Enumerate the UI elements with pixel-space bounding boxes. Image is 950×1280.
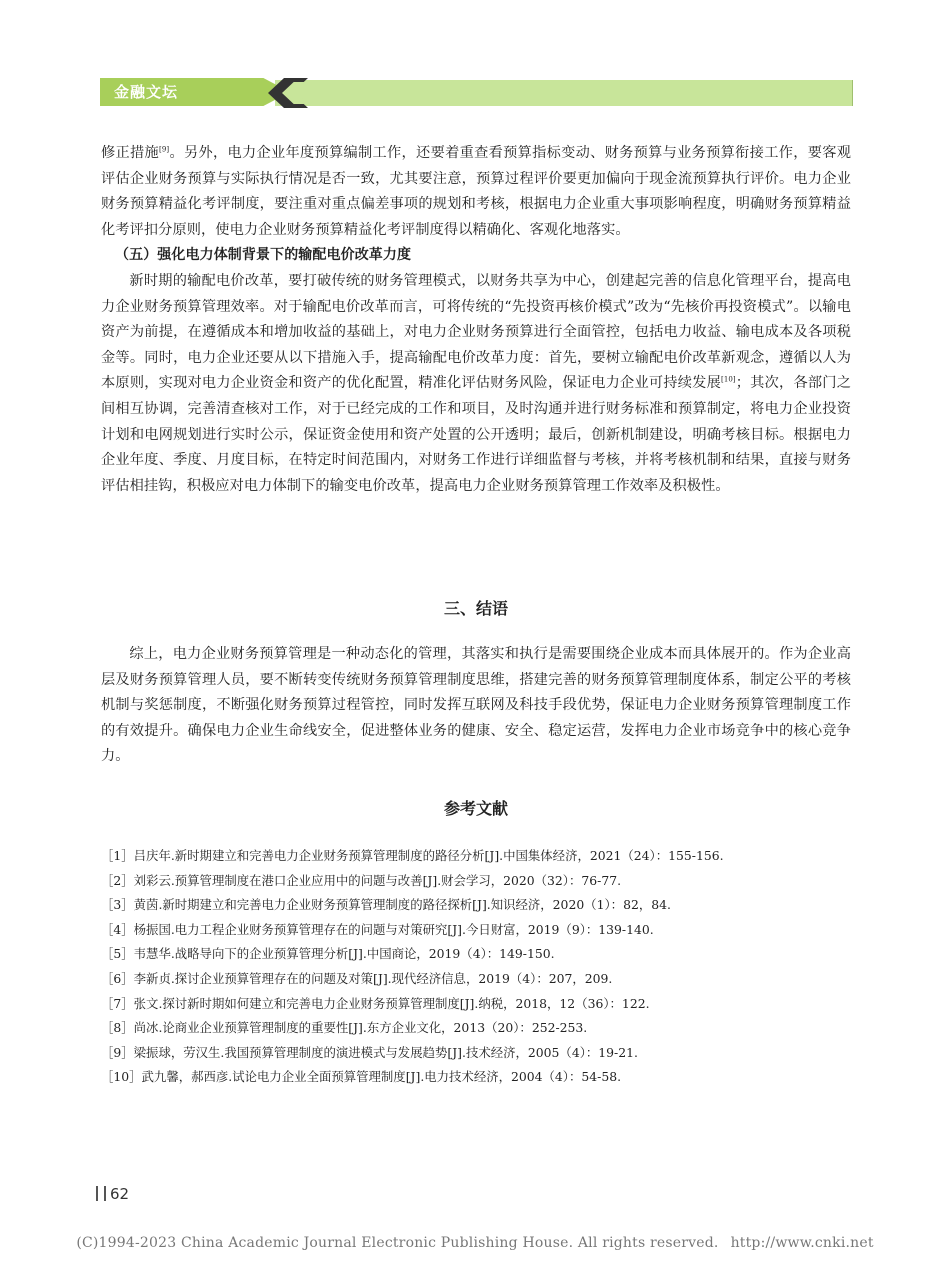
citation-marker: [9]	[159, 145, 170, 154]
reference-item: ［5］韦慧华.战略导向下的企业预算管理分析[J].中国商论，2019（4）：149-150.	[101, 946, 555, 962]
main-body	[101, 141, 851, 499]
reference-item: ［2］刘彩云.预算管理制度在港口企业应用中的问题与改善[J].财会学习，2020（32）：76-77.	[101, 872, 622, 888]
references-heading: 参考文献	[443, 799, 508, 818]
citation-marker: [10]	[720, 375, 736, 384]
copyright-footer	[0, 1235, 950, 1251]
footer-url: http://www.cnki.net	[730, 1235, 874, 1251]
references-list	[101, 844, 851, 1090]
section-title: 金融文坛	[114, 83, 179, 101]
page-bars-icon	[96, 1186, 106, 1201]
reference-item: ［3］黄茵.新时期建立和完善电力企业财务预算管理制度的路径探析[J].知识经济，2020（1）：82，84.	[101, 897, 671, 913]
paragraph-text: 。另外，电力企业年度预算编制工作，还要着重查看预算指标变动、财务预算与业务预算衔接工作，要客观评估企业财务预算与实际执行情况是否一致，尤其要注意，预算过程评价要更加偏向于现金流预算执行评价。电力企业财务预算精益化考评制度，要注重对重点偏差事项的规划和考核，根据电力企业重大事项影响程度，明确财务预算精益化考评扣分原则，使电力企业财务预算精益化考评制度得以精确化、客观化地落实。	[101, 145, 852, 238]
paragraph-lead: 修正措施	[101, 145, 160, 161]
reference-item: ［10］武九馨，郝西彦.试论电力企业全面预算管理制度[J].电力技术经济，2004（4）：54-58.	[101, 1069, 622, 1085]
copyright-text: (C)1994-2023 China Academic Journal Electronic Publishing House. All rights reserved.	[76, 1235, 719, 1251]
reference-item: ［6］李新贞.探讨企业预算管理存在的问题及对策[J].现代经济信息，2019（4）：207，209.	[101, 970, 613, 986]
page-number-value: 62	[110, 1185, 130, 1203]
reference-item: ［9］梁振球，劳汉生.我国预算管理制度的演进模式与发展趋势[J].技术经济，2005（4）：19-21.	[101, 1044, 638, 1060]
subsection-paragraph	[101, 269, 851, 499]
conclusion-heading: 三、结语	[443, 599, 508, 618]
journal-header	[100, 78, 852, 108]
paragraph-text: 新时期的输配电价改革，要打破传统的财务管理模式，以财务共享为中心，创建起完善的信息化管理平台，提高电力企业财务预算管理效率。对于输配电价改革而言，可将传统的“先投资再核价模式”改为“先核价再投资模式”。以输电资产为前提，在遵循成本和增加收益的基础上，对电力企业财务预算进行全面管控，包括电力收益、输电成本及各项税金等。同时，电力企业还要从以下措施入手，提高输配电价改革力度：首先，要树立输配电价改革新观念，遵循以人为本原则，实现对电力企业资金和资产的优化配置，精准化评估财务风险，保证电力企业可持续发展	[101, 272, 851, 392]
header-band	[275, 80, 853, 106]
page-number	[96, 1185, 129, 1203]
reference-item: ［1］吕庆年.新时期建立和完善电力企业财务预算管理制度的路径分析[J].中国集体经济，2021（24）：155-156.	[101, 848, 724, 863]
reference-item: ［4］杨振国.电力工程企业财务预算管理存在的问题与对策研究[J].今日财富，2019（9）：139-140.	[101, 921, 654, 937]
paragraph-continued	[101, 141, 851, 243]
conclusion-paragraph: 综上，电力企业财务预算管理是一种动态化的管理，其落实和执行是需要围绕企业成本而具体展开的。作为企业高层及财务预算管理人员，要不断转变传统财务预算管理制度思维，搭建完善的财务预算管理制度体系，制定公平的考核机制与奖惩制度，不断强化财务预算过程管控，同时发挥互联网及科技手段优势，保证电力企业财务预算管理制度工作的有效提升。确保电力企业生命线安全，促进整体业务的健康、安全、稳定运营，发挥电力企业市场竞争中的核心竞争力。	[101, 646, 851, 765]
conclusion-body	[101, 642, 851, 770]
reference-item: ［7］张文.探讨新时期如何建立和完善电力企业财务预算管理制度[J].纳税，2018，12（36）：122.	[101, 995, 650, 1011]
paragraph-text: ；其次，各部门之间相互协调，完善清查核对工作，对于已经完成的工作和项目，及时沟通并进行财务标准和预算制定，将电力企业投资计划和电网规划进行实时公示，保证资金使用和资产处置的公开透明；最后，创新机制建设，明确考核目标。根据电力企业年度、季度、月度目标，在特定时间范围内，对财务工作进行详细监督与考核，并将考核机制和结果，直接与财务评估相挂钩，积极应对电力体制下的输变电价改革，提高电力企业财务预算管理工作效率及积极性。	[101, 375, 851, 494]
reference-item: ［8］尚冰.论商业企业预算管理制度的重要性[J].东方企业文化，2013（20）：252-253.	[101, 1020, 588, 1036]
subsection-heading: （五）强化电力体制背景下的输配电价改革力度	[115, 247, 412, 264]
